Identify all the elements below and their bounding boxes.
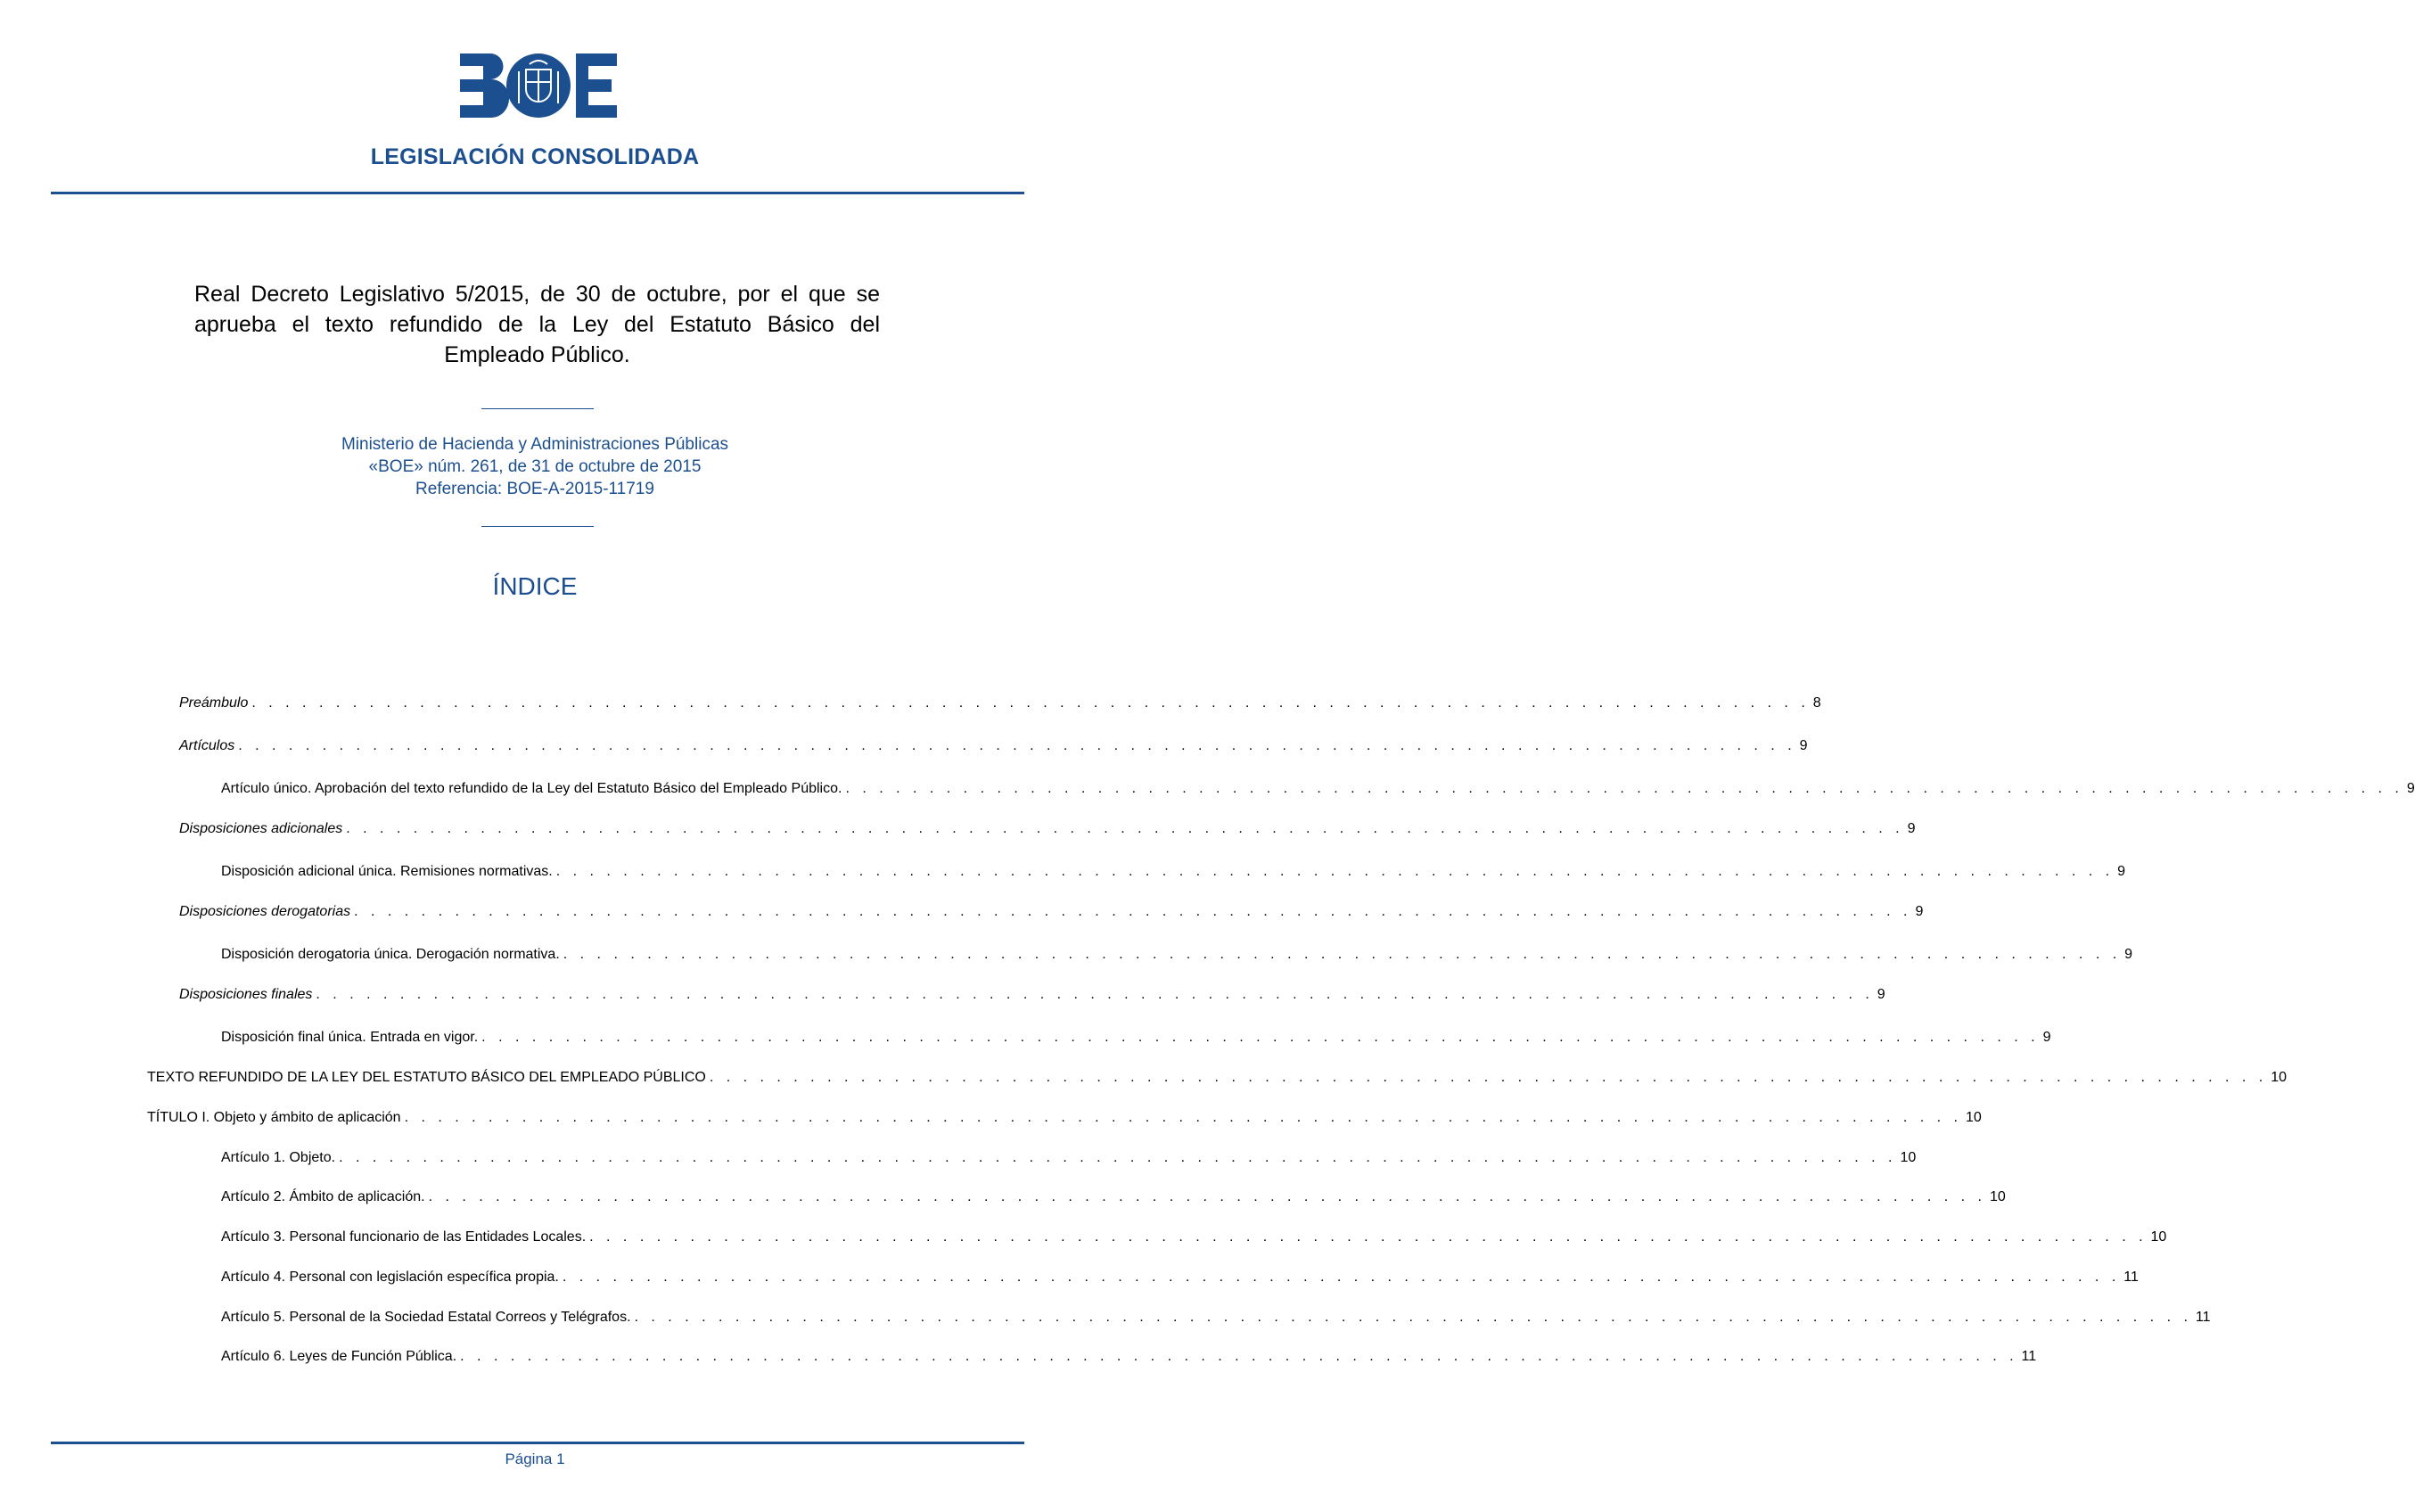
toc-entry-page: 10 <box>2150 1229 2167 1245</box>
toc-entry-page: 9 <box>2406 781 2415 796</box>
toc-entry-page: 10 <box>2271 1070 2288 1085</box>
toc-entry-label: TEXTO REFUNDIDO DE LA LEY DEL ESTATUTO BÁSICO DEL EMPLEADO PÚBLICO <box>147 1070 706 1085</box>
leader-dots: . . . . . . . . . . . . . . . . . . . . . . . . . . . . . . . . . . . . . . . . . . . . . . . . . . . . . . . . . . . . . . . . . . . . . . . . . . . . . . . . . . . . . . . . . . . . . <box>481 1030 2040 1045</box>
toc-entry-label: Artículo 2. Ámbito de aplicación. <box>221 1189 425 1204</box>
toc-entry-page: 11 <box>2021 1349 2037 1364</box>
toc-entry-label: Artículo 3. Personal funcionario de las Entidades Locales. <box>221 1229 587 1245</box>
leader-dots: . . . . . . . . . . . . . . . . . . . . . . . . . . . . . . . . . . . . . . . . . . . . . . . . . . . . . . . . . . . . . . . . . . . . . . . . . . . . . . . . . . . . . . . . . . . . . <box>428 1189 1986 1204</box>
toc-entry-page: 11 <box>2195 1310 2211 1325</box>
metadata-divider <box>481 526 594 527</box>
leader-dots: . . . . . . . . . . . . . . . . . . . . . . . . . . . . . . . . . . . . . . . . . . . . . . . . . . . . . . . . . . . . . . . . . . . . . . . . . . . . . . . . . . . . . . . . . . . . . <box>339 1150 1897 1165</box>
toc-entry-page: 9 <box>1915 904 1924 919</box>
page-number: Página 1 <box>505 1450 565 1467</box>
leader-dots: . . . . . . . . . . . . . . . . . . . . . . . . . . . . . . . . . . . . . . . . . . . . . . . . . . . . . . . . . . . . . . . . . . . . . . . . . . . . . . . . . . . . . . . . . . . . . <box>709 1070 2268 1085</box>
leader-dots: . . . . . . . . . . . . . . . . . . . . . . . . . . . . . . . . . . . . . . . . . . . . . . . . . . . . . . . . . . . . . . . . . . . . . . . . . . . . . . . . . . . . . . . . . . . . . <box>634 1310 2192 1325</box>
toc-entry[interactable] <box>221 1030 2051 1049</box>
toc-entry[interactable] <box>221 1150 1917 1170</box>
footer-divider <box>51 1442 1024 1444</box>
toc-entry[interactable] <box>221 1189 2006 1209</box>
document-metadata <box>0 433 1070 500</box>
toc-entry[interactable] <box>221 1349 2037 1368</box>
toc-entry-label: Artículo 6. Leyes de Función Pública. <box>221 1349 457 1364</box>
toc-entry[interactable] <box>147 1110 1982 1130</box>
toc-entry-label: Disposiciones finales <box>179 987 313 1002</box>
toc-entry-page: 9 <box>2117 864 2126 879</box>
boe-logo <box>460 53 617 118</box>
toc-entry-label: Artículo 5. Personal de la Sociedad Estatal Correos y Telégrafos. <box>221 1310 631 1325</box>
toc-entry-label: Disposición final única. Entrada en vigor. <box>221 1030 479 1045</box>
toc-entry-page: 9 <box>1799 738 1808 753</box>
leader-dots: . . . . . . . . . . . . . . . . . . . . . . . . . . . . . . . . . . . . . . . . . . . . . . . . . . . . . . . . . . . . . . . . . . . . . . . . . . . . . . . . . . . . . . . . . . . . . <box>346 821 1904 836</box>
ministry: Ministerio de Hacienda y Administraciones Públicas <box>341 435 729 454</box>
leader-dots: . . . . . . . . . . . . . . . . . . . . . . . . . . . . . . . . . . . . . . . . . . . . . . . . . . . . . . . . . . . . . . . . . . . . . . . . . . . . . . . . . . . . . . . . . . . . . <box>460 1349 2018 1364</box>
toc-entry-page: 10 <box>1989 1189 2006 1204</box>
toc-entry-label: Disposición derogatoria única. Derogación normativa. <box>221 947 560 962</box>
document-title: Real Decreto Legislativo 5/2015, de 30 de octubre, por el que se aprueba el texto refundido de la Ley del Estatuto Básico del Empleado Público. <box>194 282 880 367</box>
toc-entry-page: 10 <box>1965 1110 1982 1125</box>
leader-dots: . . . . . . . . . . . . . . . . . . . . . . . . . . . . . . . . . . . . . . . . . . . . . . . . . . . . . . . . . . . . . . . . . . . . . . . . . . . . . . . . . . . . . . . . . . . . . <box>563 947 2122 962</box>
leader-dots: . . . . . . . . . . . . . . . . . . . . . . . . . . . . . . . . . . . . . . . . . . . . . . . . . . . . . . . . . . . . . . . . . . . . . . . . . . . . . . . . . . . . . . . . . . . . . <box>589 1229 2148 1245</box>
leader-dots: . . . . . . . . . . . . . . . . . . . . . . . . . . . . . . . . . . . . . . . . . . . . . . . . . . . . . . . . . . . . . . . . . . . . . . . . . . . . . . . . . . . . . . . . . . . . . <box>555 864 2115 879</box>
toc-entry-label: Disposiciones adicionales <box>179 821 343 836</box>
toc-entry[interactable] <box>179 738 1808 758</box>
toc-entry-label: TÍTULO I. Objeto y ámbito de aplicación <box>147 1110 401 1125</box>
toc-entry-page: 9 <box>2042 1030 2051 1045</box>
toc-entry[interactable] <box>179 695 1821 715</box>
index-title: ÍNDICE <box>492 572 578 600</box>
header-divider <box>51 192 1024 194</box>
toc-entry-page: 8 <box>1812 695 1821 711</box>
toc-entry-label: Disposiciones derogatorias <box>179 904 351 919</box>
toc-entry[interactable] <box>221 864 2126 883</box>
toc-entry-label: Artículo 1. Objeto. <box>221 1150 336 1165</box>
toc-entry[interactable] <box>179 987 1885 1007</box>
leader-dots: . . . . . . . . . . . . . . . . . . . . . . . . . . . . . . . . . . . . . . . . . . . . . . . . . . . . . . . . . . . . . . . . . . . . . . . . . . . . . . . . . . . . . . . . . . . . . <box>251 695 1810 711</box>
toc-entry[interactable] <box>221 1229 2167 1249</box>
title-divider <box>481 408 594 409</box>
reference: Referencia: BOE-A-2015-11719 <box>415 480 654 498</box>
toc-entry-page: 9 <box>1907 821 1916 836</box>
leader-dots: . . . . . . . . . . . . . . . . . . . . . . . . . . . . . . . . . . . . . . . . . . . . . . . . . . . . . . . . . . . . . . . . . . . . . . . . . . . . . . . . . . . . . . . . . . . . . <box>404 1110 1962 1125</box>
toc-entry-page: 9 <box>1877 987 1885 1002</box>
toc-entry[interactable] <box>221 1310 2211 1329</box>
toc-entry[interactable] <box>179 821 1916 841</box>
toc-entry[interactable] <box>221 1270 2139 1289</box>
toc-entry[interactable] <box>179 904 1924 924</box>
toc-entry-page: 11 <box>2123 1270 2139 1285</box>
toc-entry-label: Artículo 4. Personal con legislación específica propia. <box>221 1270 559 1285</box>
leader-dots: . . . . . . . . . . . . . . . . . . . . . . . . . . . . . . . . . . . . . . . . . . . . . . . . . . . . . . . . . . . . . . . . . . . . . . . . . . . . . . . . . . . . . . . . . . . . . <box>238 738 1796 753</box>
toc-entry-label: Disposición adicional única. Remisiones normativas. <box>221 864 553 879</box>
toc-entry-label: Artículo único. Aprobación del texto refundido de la Ley del Estatuto Básico del Empleado Público. <box>221 781 842 796</box>
collection-title: LEGISLACIÓN CONSOLIDADA <box>370 144 700 169</box>
toc-entry[interactable] <box>147 1070 2288 1089</box>
leader-dots: . . . . . . . . . . . . . . . . . . . . . . . . . . . . . . . . . . . . . . . . . . . . . . . . . . . . . . . . . . . . . . . . . . . . . . . . . . . . . . . . . . . . . . . . . . . . . <box>316 987 1874 1002</box>
toc-entry[interactable] <box>221 947 2133 966</box>
toc-entry-label: Artículos <box>179 738 235 753</box>
toc-entry[interactable] <box>221 781 2415 801</box>
publication-info: «BOE» núm. 261, de 31 de octubre de 2015 <box>368 457 702 476</box>
toc-entry-page: 10 <box>1900 1150 1917 1165</box>
leader-dots: . . . . . . . . . . . . . . . . . . . . . . . . . . . . . . . . . . . . . . . . . . . . . . . . . . . . . . . . . . . . . . . . . . . . . . . . . . . . . . . . . . . . . . . . . . . . . <box>845 781 2403 796</box>
leader-dots: . . . . . . . . . . . . . . . . . . . . . . . . . . . . . . . . . . . . . . . . . . . . . . . . . . . . . . . . . . . . . . . . . . . . . . . . . . . . . . . . . . . . . . . . . . . . . <box>354 904 1912 919</box>
leader-dots: . . . . . . . . . . . . . . . . . . . . . . . . . . . . . . . . . . . . . . . . . . . . . . . . . . . . . . . . . . . . . . . . . . . . . . . . . . . . . . . . . . . . . . . . . . . . . <box>562 1270 2121 1285</box>
toc-entry-page: 9 <box>2124 947 2133 962</box>
toc-entry-label: Preámbulo <box>179 695 249 711</box>
